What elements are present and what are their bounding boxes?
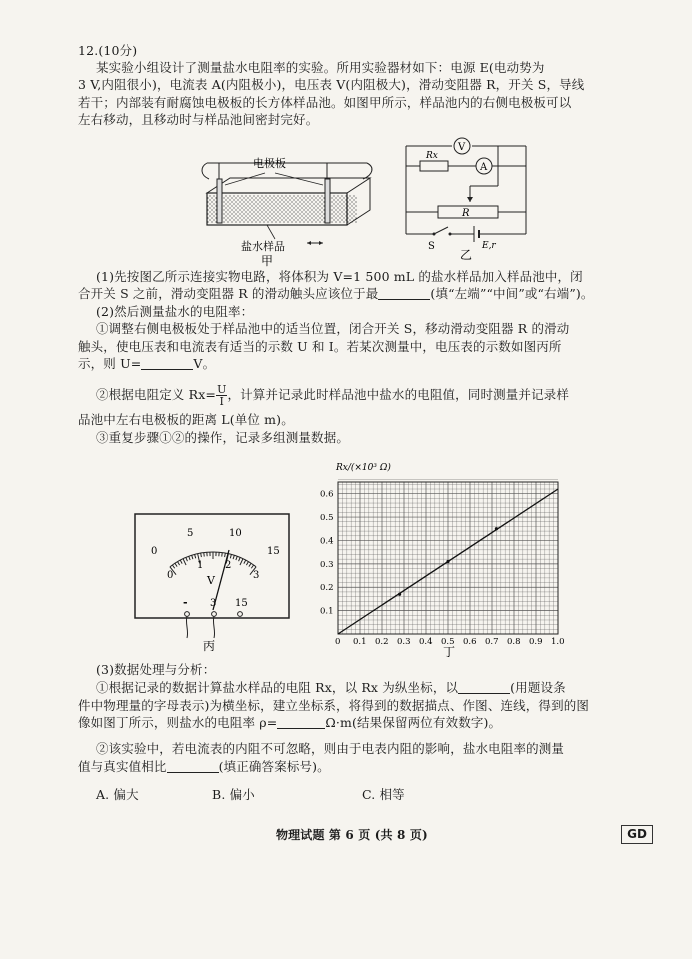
resistor-rx-icon [420,161,448,171]
x-tick-label: 0.9 [529,637,543,647]
y-tick-label: 0.1 [320,606,334,617]
x-tick-label: 0.2 [375,637,389,647]
part2-step2-line1: ②根据电阻定义 Rx= $\frac{U}{I}$ ，计算并记录此时样品池中盐水的电阻值，同时测量并记录样 [96,383,570,408]
option-a[interactable]: A. 偏大 [96,787,139,802]
part2-step2-line2: 品池中左右电极板的距离 L(单位 m)。 [78,412,294,427]
part3-step2-line2: 值与真实值相比 (填正确答案标号)。 [78,759,330,774]
meter-tick [225,553,226,557]
y-tick-label: 0.2 [320,583,334,594]
intro-line-4: 左右移动，且移动时与样品池间密封完好。 [78,112,319,127]
part2-step1-line3: 示，则 U= V。 [78,356,216,371]
answer-blank-5[interactable] [167,760,219,773]
figure-ding-graph [318,460,580,658]
page-footer: 物理试题 第 6 页 (共 8 页) [276,828,428,842]
y-tick-label: 0.5 [320,513,334,524]
answer-blank-2[interactable] [141,357,193,370]
svg-text:15: 15 [267,546,280,557]
part3-step2-line1: ②该实验中，若电流表的内阻不可忽略，则由于电表内阻的影响，盐水电阻率的测量 [96,741,565,756]
y-tick-label: 0.6 [320,489,334,500]
part3-head: (3)数据处理与分析： [96,662,216,677]
part2-step1-line1: ①调整右侧电极板处于样品池中的适当位置，闭合开关 S，移动滑动变阻器 R 的滑动 [96,321,570,336]
svg-text:0: 0 [167,570,174,581]
data-point [495,527,498,530]
figure-yi-caption: 乙 [460,248,473,261]
svg-text:V: V [458,142,466,153]
x-tick-label: 1.0 [551,637,565,647]
intro-line-1: 某实验小组设计了测量盐水电阻率的实验。所用实验器材如下：电源 E(电动势为 [96,60,545,75]
svg-text:3: 3 [253,570,260,581]
svg-text:1: 1 [197,560,204,571]
figure-yi-circuit [398,134,538,261]
meter-tick [222,553,223,557]
answer-blank-3[interactable] [458,681,510,694]
x-tick-label: 0.8 [507,637,521,647]
part2-head: (2)然后测量盐水的电阻率： [96,304,254,319]
svg-text:0: 0 [151,546,158,557]
intro-line-3: 若干；内部装有耐腐蚀电极板的长方体样品池。如图甲所示，样品池内的右侧电极板可以 [78,95,572,110]
x-tick-label: 0.6 [463,637,477,647]
x-tick-label: 0.3 [397,637,411,647]
part3-step1-line1: ①根据记录的数据计算盐水样品的电阻 Rx，以 Rx 为纵坐标，以 (用题设条 [96,680,566,695]
figure-jia-caption: 甲 [261,254,274,268]
part1-line-1: (1)先按图乙所示连接实物电路，将体积为 V=1 500 mL 的盐水样品加入样品池中，闭 [96,269,583,284]
option-c[interactable]: C. 相等 [362,787,405,802]
x-tick-label: 0.5 [441,637,455,647]
meter-tick [204,553,205,557]
x-tick-label: 0.4 [419,637,433,647]
svg-text:10: 10 [229,528,242,539]
svg-text:Rx: Rx [426,151,438,161]
sample-label: 盐水样品 [241,240,285,253]
data-point [446,560,449,563]
y-tick-label: 0.4 [320,536,334,547]
gd-badge: GD [621,825,653,844]
part1-line-2: 合开关 S 之前，滑动变阻器 R 的滑动触头应该位于最 (填“左端”“中间”或“右端”)。 [78,286,594,301]
svg-text:5: 5 [187,528,194,539]
meter-tick [201,553,202,557]
part3-step1-line3: 像如图丁所示，则盐水的电阻率 ρ= Ω·m(结果保留两位有效数字)。 [78,715,502,730]
svg-text:2: 2 [225,560,232,571]
x-tick-label: 0.7 [485,637,499,647]
svg-text:A: A [480,162,488,173]
question-number: 12.(10分) [78,43,138,58]
answer-blank-1[interactable] [378,287,430,300]
data-point [398,593,401,596]
electrode-label: 电极板 [253,157,286,170]
part2-step1-line2: 触头，使电压表和电流表有适当的示数 U 和 I。若某次测量中，电压表的示数如图丙所 [78,339,562,354]
answer-blank-4[interactable] [277,716,325,729]
x-tick-label: 0 [335,637,341,647]
chart-caption: 丁 [443,645,456,658]
svg-text:E,r: E,r [482,241,496,251]
figure-jia-sample-tank [195,145,385,270]
svg-text:-: - [183,596,188,609]
x-tick-label: 0.1 [353,637,367,647]
chart-ylabel: Rx/(×10³ Ω) [336,463,391,473]
figure-bing-caption: 丙 [203,639,216,652]
option-b[interactable]: B. 偏小 [212,787,255,802]
svg-text:S: S [428,241,435,252]
switch-icon [434,227,448,234]
svg-text:R: R [462,208,470,219]
part2-step3: ③重复步骤①②的操作，记录多组测量数据。 [96,430,350,445]
meter-unit: V [207,574,215,587]
intro-line-2: 3 V,内阻很小)，电流表 A(内阻极小)，电压表 V(内阻极大)，滑动变阻器 R，开关 S，导线 [78,77,585,92]
figure-bing-voltmeter [133,512,291,652]
part3-step1-line2: 件中物理量的字母表示)为横坐标，建立坐标系，将得到的数据描点、作图、连线，得到的图 [78,698,590,713]
y-tick-label: 0.3 [320,559,334,570]
svg-text:15: 15 [235,598,248,609]
svg-text:3: 3 [210,598,217,609]
